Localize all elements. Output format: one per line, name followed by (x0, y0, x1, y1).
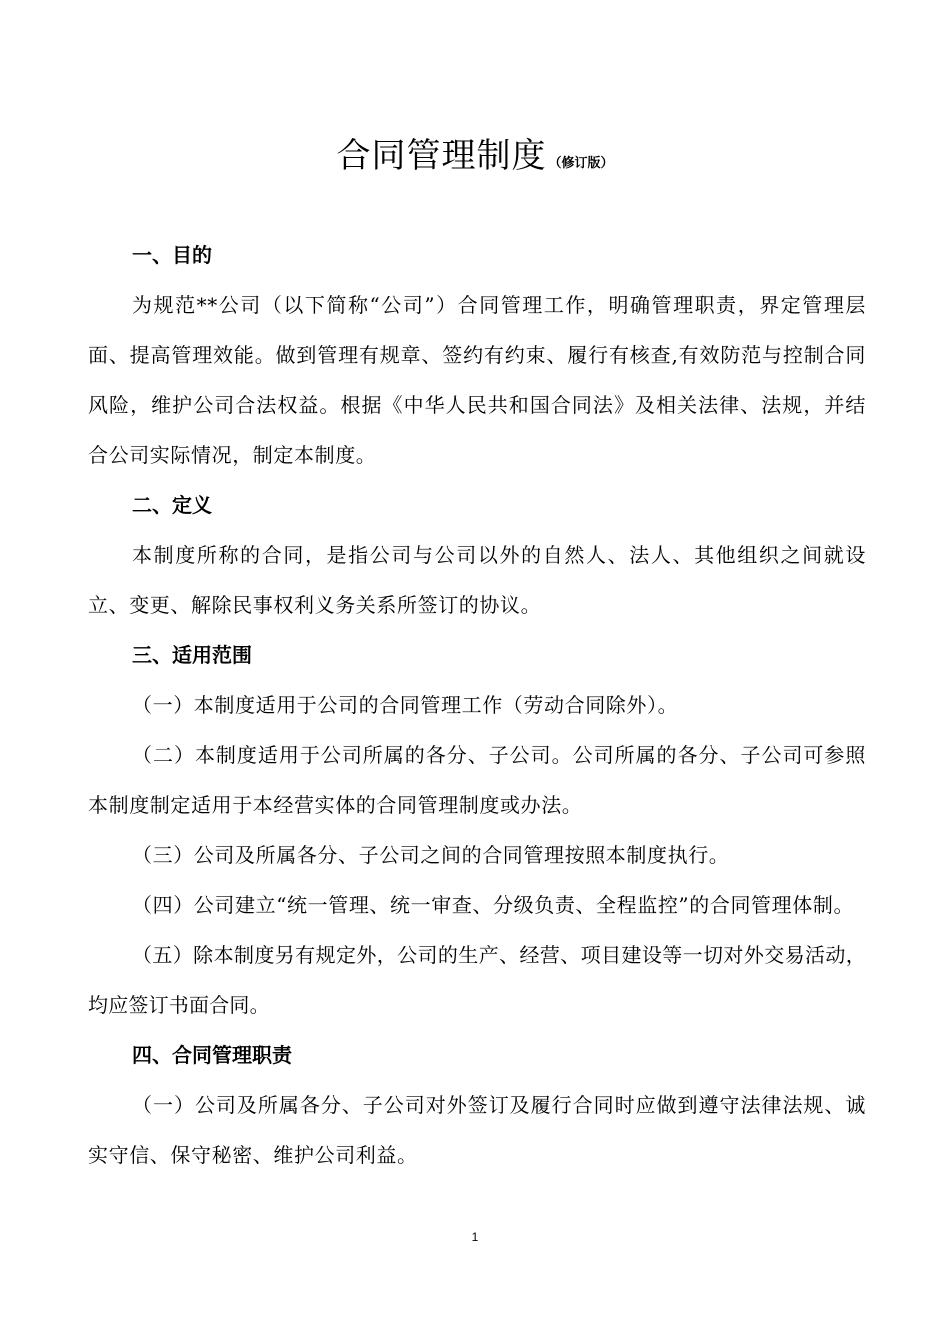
section-heading-definition: 二、定义 (132, 493, 212, 517)
section-heading-scope: 三、适用范围 (132, 643, 252, 667)
section-heading-responsibilities: 四、合同管理职责 (132, 1043, 292, 1067)
paragraph: （一）本制度适用于公司的合同管理工作（劳动合同除外）。 (132, 693, 679, 717)
section-heading-purpose: 一、目的 (132, 243, 212, 267)
document-body (88, 230, 866, 1180)
paragraph: （五）除本制度另有规定外，公司的生产、经营、项目建设等一切对外交易活动，均应签订书面合同。 (88, 943, 866, 1017)
paragraph: （三）公司及所属各分、子公司之间的合同管理按照本制度执行。 (132, 843, 730, 867)
paragraph: 为规范**公司（以下简称“公司”）合同管理工作，明确管理职责，界定管理层面、提高管理效能。做到管理有规章、签约有约束、履行有核查,有效防范与控制合同风险，维护公司合法权益。根据《中华人民共和国合同法》及相关法律、法规，并结合公司实际情况，制定本制度。 (88, 293, 866, 467)
paragraph: （一）公司及所属各分、子公司对外签订及履行合同时应做到遵守法律法规、诚实守信、保守秘密、维护公司利益。 (88, 1093, 866, 1167)
paragraph: （二）本制度适用于公司所属的各分、子公司。公司所属的各分、子公司可参照本制度制定适用于本经营实体的合同管理制度或办法。 (88, 743, 866, 817)
document-title (0, 128, 950, 177)
paragraph: （四）公司建立“统一管理、统一审查、分级负责、全程监控”的合同管理体制。 (132, 893, 855, 917)
paragraph: 本制度所称的合同，是指公司与公司以外的自然人、法人、其他组织之间就设立、变更、解除民事权利义务关系所签订的协议。 (88, 543, 866, 617)
title-main: 合同管理制度 (336, 136, 547, 176)
page-number: 1 (471, 1230, 479, 1244)
title-suffix: （修订版） (548, 156, 614, 171)
